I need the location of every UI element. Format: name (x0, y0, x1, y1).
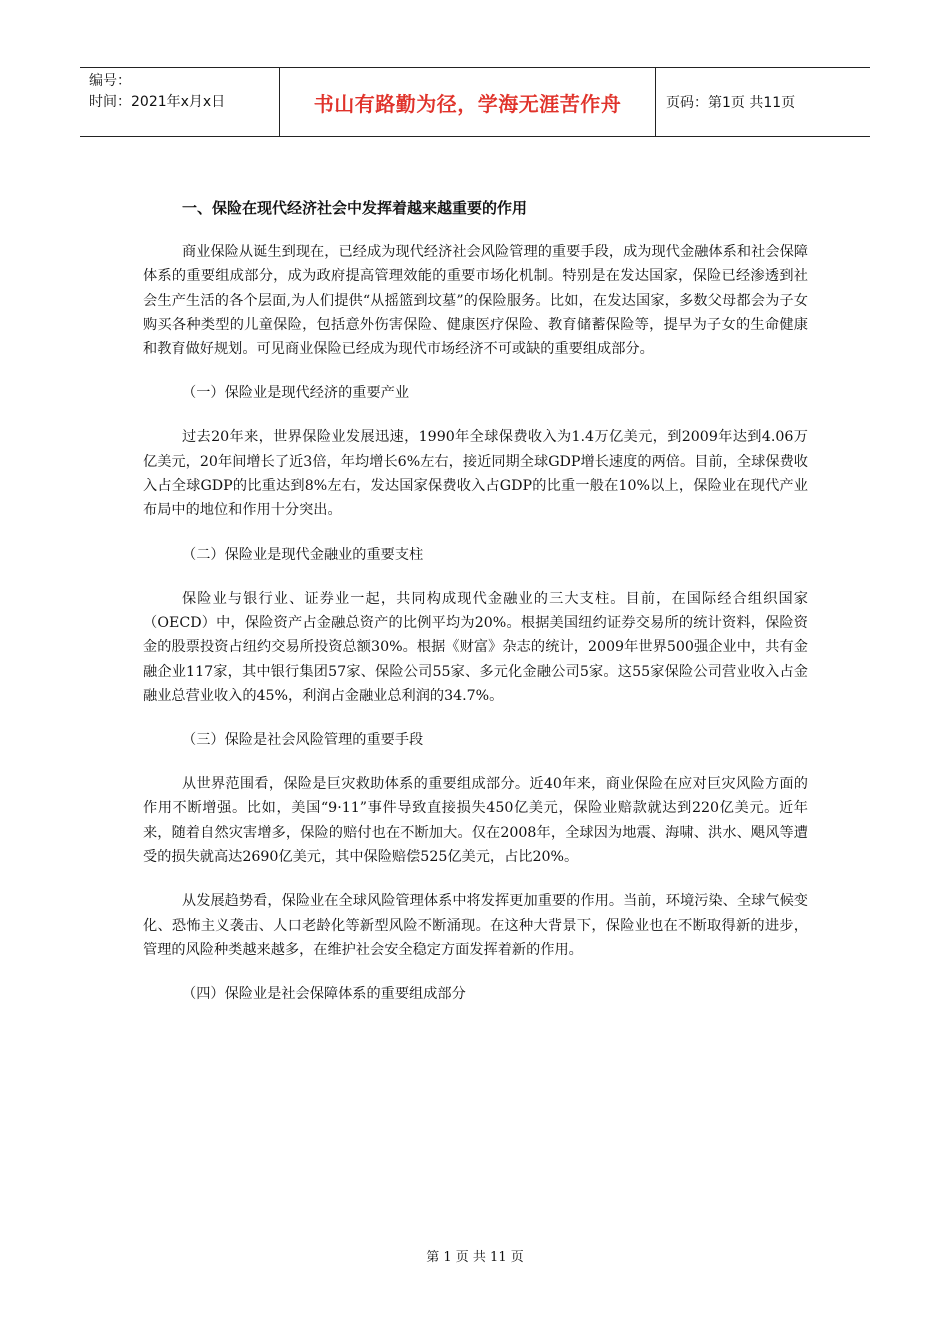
subheading-1: （一）保险业是现代经济的重要产业 (182, 385, 410, 402)
subheading-2: （二）保险业是现代金融业的重要支柱 (182, 546, 424, 563)
intro-paragraph: 商业保险从诞生到现在，已经成为现代经济社会风险管理的重要手段，成为现代金融体系和社会保障体系的重要组成部分，成为政府提高管理效能的重要市场化机制。特别是在发达国家，保险已经渗透到社会生产生活的各个层面,为人们提供“从摇篮到坟墓”的保险服务。比如，在发达国家，多数父母都会为子女购买各种类型的儿童保险，包括意外伤害保险、健康医疗保险、教育储蓄保险等，提早为子女的生命健康和教育做好规划。可见商业保险已经成为现代市场经济不可或缺的重要组成部分。 (143, 244, 808, 358)
document-header (80, 67, 870, 137)
header-page-info: 页码：第1页 共11页 (666, 95, 796, 111)
header-meta (80, 68, 280, 136)
subheading-4: （四）保险业是社会保障体系的重要组成部分 (182, 986, 466, 1003)
paragraph-1: 过去20年来，世界保险业发展迅速，1990年全球保费收入为1.4万亿美元，到2009年达到4.06万亿美元，20年间增长了近3倍，年均增长6%左右，接近同期全球GDP增长速度的两倍。目前，全球保费收入占全球GDP的比重达到8%左右，发达国家保费收入占GDP的比重一般在10%以上，保险业在现代产业布局中的地位和作用十分突出。 (143, 429, 808, 519)
header-motto: 书山有路勤为径，学海无涯苦作舟 (280, 68, 656, 136)
paragraph-2: 保险业与银行业、证券业一起，共同构成现代金融业的三大支柱。目前，在国际经合组织国家（OECD）中，保险资产占金融总资产的比例平均为20%。根据美国纽约证券交易所的统计资料，保险资金的股票投资占纽约交易所投资总额30%。根据《财富》杂志的统计，2009年世界500强企业中，共有金融企业117家，其中银行集团57家、保险公司55家、多元化金融公司5家。这55家保险公司营业收入占金融业总营业收入的45%，利润占金融业总利润的34.7%。 (143, 590, 808, 704)
code-label: 编号： (89, 73, 131, 89)
document-body (143, 196, 808, 1026)
time-label: 时间：2021年x月x日 (89, 94, 226, 110)
paragraph-3: 从世界范围看，保险是巨灾救助体系的重要组成部分。近40年来，商业保险在应对巨灾风险方面的作用不断增强。比如，美国“9·11”事件导致直接损失450亿美元，保险业赔款就达到220亿美元。近年来，随着自然灾害增多，保险的赔付也在不断加大。仅在2008年，全球因为地震、海啸、洪水、飓风等遭受的损失就高达2690亿美元，其中保险赔偿525亿美元，占比20%。 (143, 776, 808, 866)
page-footer: 第 1 页 共 11 页 (426, 1250, 524, 1265)
paragraph-4: 从发展趋势看，保险业在全球风险管理体系中将发挥更加重要的作用。当前，环境污染、全球气候变化、恐怖主义袭击、人口老龄化等新型风险不断涌现。在这种大背景下，保险业也在不断取得新的进步，管理的风险种类越来越多，在维护社会安全稳定方面发挥着新的作用。 (143, 893, 808, 958)
section-title: 一、保险在现代经济社会中发挥着越来越重要的作用 (182, 199, 528, 217)
subheading-3: （三）保险是社会风险管理的重要手段 (182, 732, 424, 749)
